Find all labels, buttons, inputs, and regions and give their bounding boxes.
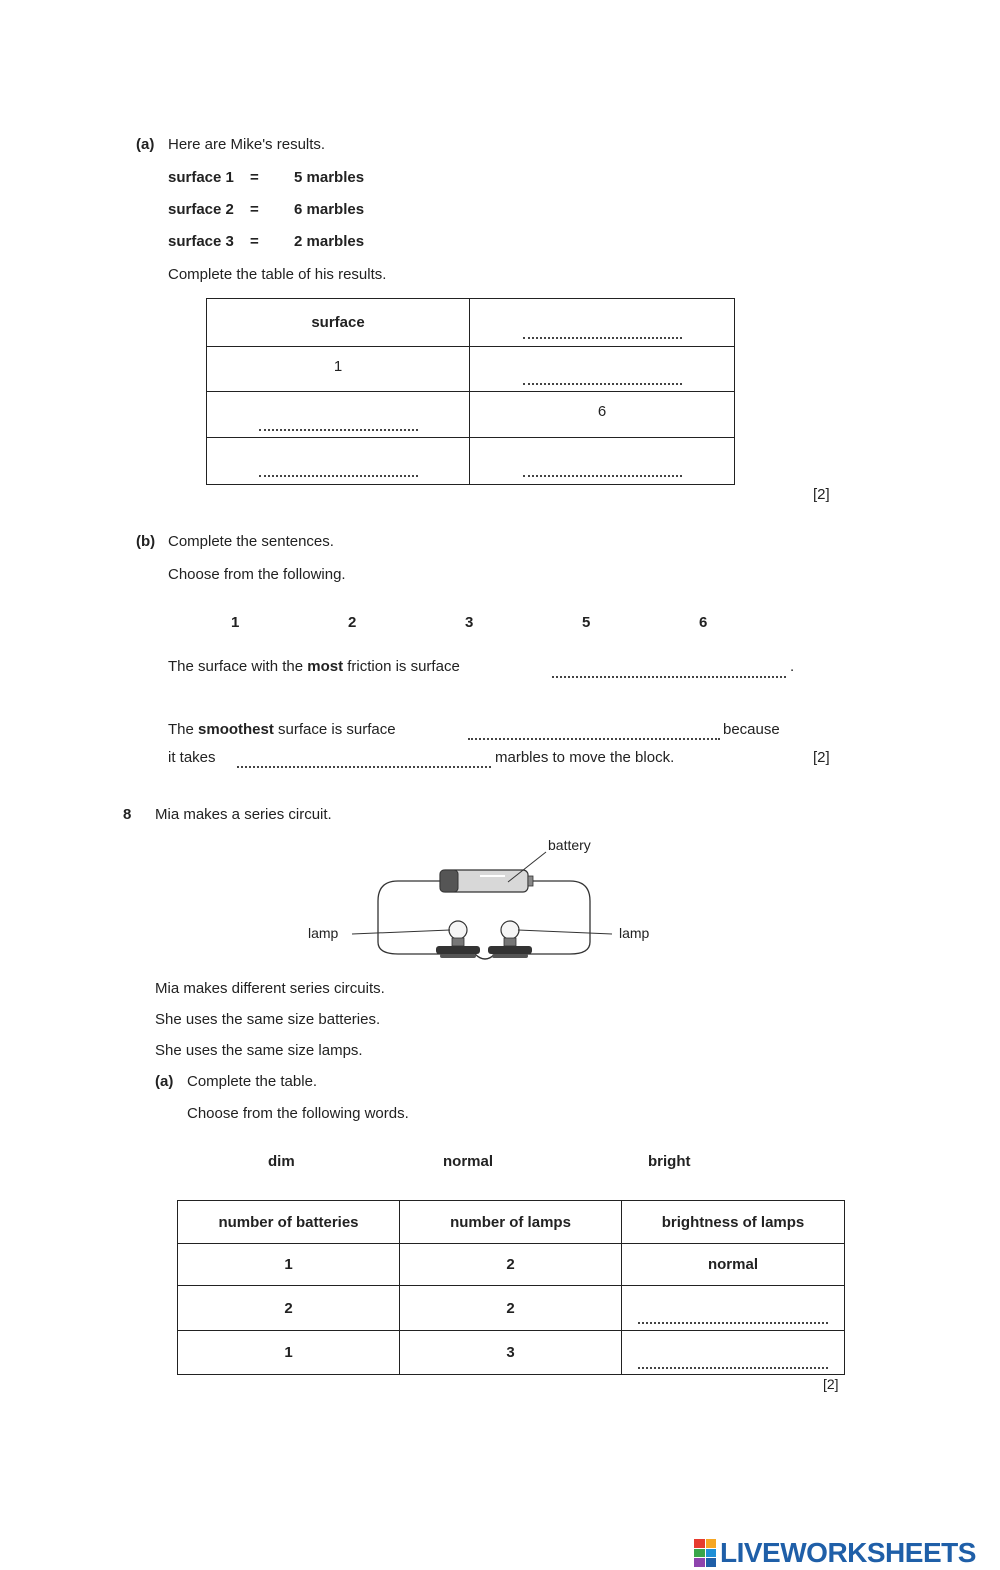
result-row [168, 169, 364, 186]
because-text: because [723, 721, 780, 738]
table-cell: 2 [400, 1244, 622, 1286]
result-row [168, 233, 364, 250]
result-eq: = [250, 169, 259, 186]
result-row [168, 201, 364, 218]
result-value: 2 marbles [294, 233, 365, 250]
part-a-intro: Here are Mike's results. [168, 136, 326, 153]
result-name: surface 3 [168, 233, 234, 250]
lamp-label-right: lamp [619, 925, 650, 941]
table-cell: 1 [207, 347, 470, 392]
it-takes-text: it takes [168, 749, 216, 766]
row2-answer-input[interactable] [259, 413, 418, 431]
table-cell: 1 [178, 1244, 400, 1286]
option-number: 3 [465, 614, 474, 631]
table-cell [622, 1286, 845, 1331]
table-header: brightness of lamps [622, 1201, 845, 1244]
row3-right-input[interactable] [523, 459, 682, 477]
circuit-diagram [300, 830, 680, 970]
smoothest-input[interactable] [468, 724, 720, 740]
circuit-wire [378, 881, 450, 954]
lamp-icon [488, 921, 532, 958]
result-eq: = [250, 233, 259, 250]
sentence-smoothest: The smoothest surface is surface [168, 721, 396, 738]
q8a-label: (a) [155, 1073, 174, 1090]
part-b-line2: Choose from the following. [168, 566, 346, 583]
lamp-pointer [352, 930, 450, 934]
word-option: bright [648, 1153, 691, 1170]
part-b-marks: [2] [813, 749, 830, 766]
battery-label: battery [548, 837, 591, 853]
table-cell: 1 [178, 1331, 400, 1375]
result-name: surface 1 [168, 169, 234, 186]
part-b-line1: Complete the sentences. [168, 533, 334, 550]
table-header-surface: surface [207, 299, 470, 347]
table-header: number of batteries [178, 1201, 400, 1244]
table-cell: 6 [470, 392, 735, 438]
brightness-answer-input[interactable] [638, 1306, 828, 1324]
result-name: surface 2 [168, 201, 234, 218]
most-friction-input[interactable] [552, 662, 786, 678]
sentence-most-friction: The surface with the most friction is surface [168, 658, 460, 675]
part-b-label: (b) [136, 533, 156, 550]
table-row [178, 1286, 845, 1331]
option-number: 1 [231, 614, 240, 631]
liveworksheets-logo[interactable] [694, 1537, 976, 1569]
lamp-label-left: lamp [308, 925, 339, 941]
part-a-label: (a) [136, 136, 155, 153]
table-cell [470, 438, 735, 485]
table-cell: 2 [178, 1286, 400, 1331]
marbles-text: marbles to move the block. [495, 749, 675, 766]
q8a-line2: Choose from the following words. [187, 1105, 409, 1122]
table-cell [470, 347, 735, 392]
table-cell: normal [622, 1244, 845, 1286]
result-value: 6 marbles [294, 201, 365, 218]
q8-line2: She uses the same size batteries. [155, 1011, 381, 1028]
result-eq: = [250, 201, 259, 218]
word-option: dim [268, 1153, 295, 1170]
table-header: number of lamps [400, 1201, 622, 1244]
logo-badge-icon [694, 1539, 716, 1567]
q8a-line1: Complete the table. [187, 1073, 318, 1090]
table-cell [207, 392, 470, 438]
table-header-blank [470, 299, 735, 347]
results-table [206, 298, 735, 485]
table-cell [622, 1331, 845, 1375]
table-cell [207, 438, 470, 485]
circuit-wire [475, 954, 495, 959]
part-a-instruction: Complete the table of his results. [168, 266, 387, 283]
brand-name: LIVEWORKSHEETS [720, 1537, 976, 1568]
q8-marks: [2] [823, 1376, 839, 1392]
option-number: 6 [699, 614, 708, 631]
header-answer-input[interactable] [523, 321, 682, 339]
table-row [178, 1331, 845, 1375]
lamp-pointer [518, 930, 612, 934]
question-number: 8 [123, 806, 132, 823]
q8-intro: Mia makes a series circuit. [155, 806, 332, 823]
sentence-end: . [790, 658, 795, 675]
row1-answer-input[interactable] [523, 367, 682, 385]
option-number: 5 [582, 614, 591, 631]
table-row [178, 1244, 845, 1286]
q8-line1: Mia makes different series circuits. [155, 980, 385, 997]
table-cell: 3 [400, 1331, 622, 1375]
q8-line3: She uses the same size lamps. [155, 1042, 363, 1059]
result-value: 5 marbles [294, 169, 365, 186]
marbles-count-input[interactable] [237, 752, 491, 768]
brightness-answer-input[interactable] [638, 1351, 828, 1369]
part-a-marks: [2] [813, 486, 830, 503]
row3-left-input[interactable] [259, 459, 418, 477]
word-option: normal [443, 1153, 494, 1170]
lamp-icon [436, 921, 480, 958]
table-cell: 2 [400, 1286, 622, 1331]
brightness-table [177, 1200, 845, 1375]
option-number: 2 [348, 614, 357, 631]
